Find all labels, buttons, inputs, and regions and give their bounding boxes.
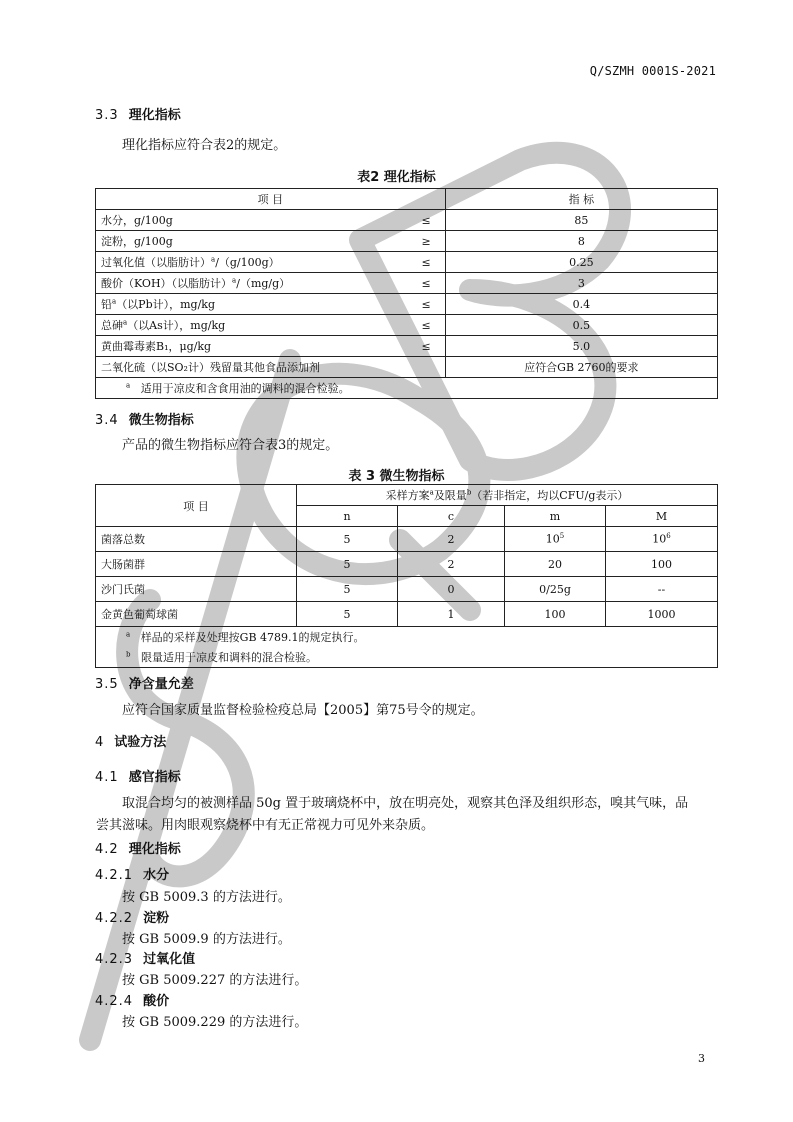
table2-value: 0.25: [445, 252, 717, 273]
table2-op: ≤: [366, 336, 445, 357]
table2-note-row: [96, 378, 718, 399]
table-row: [96, 294, 718, 315]
table3-c: 2: [398, 527, 505, 552]
table-row: [96, 357, 718, 378]
table3-col-plan: 采样方案$^a$及限量$^b$（若非指定，均以CFU/g表示）: [297, 485, 718, 506]
table2: [95, 188, 718, 399]
table2-value: 0.5: [445, 315, 717, 336]
section-4-1-text-line1: 取混合均匀的被测样品 50g 置于玻璃烧杯中，放在明亮处，观察其色泽及组织形态，嗅其气味，品: [122, 796, 689, 811]
table3-col-m: m: [505, 506, 606, 527]
table2-value: 8: [445, 231, 717, 252]
table3-col-c: c: [398, 506, 505, 527]
section-4-2-4-heading: 4.2.4 酸价: [95, 994, 170, 1009]
table3-n: 5: [297, 552, 398, 577]
section-3-5-text: 应符合国家质量监督检验检疫总局【2005】第75号令的规定。: [122, 703, 484, 718]
section-3-5-heading: 3.5 净含量允差: [95, 677, 194, 692]
table3-col-item: 项 目: [96, 485, 297, 527]
table-row: [96, 527, 718, 552]
section-4-2-1-text: 按 GB 5009.3 的方法进行。: [122, 890, 291, 905]
table-row: [96, 210, 718, 231]
table2-op: ≤: [366, 315, 445, 336]
table2-value: 应符合GB 2760的要求: [445, 357, 717, 378]
page-number: 3: [698, 1052, 705, 1065]
table3-M: --: [606, 577, 718, 602]
section-4-2-2-text: 按 GB 5009.9 的方法进行。: [122, 932, 291, 947]
table2-item: 酸价（KOH）（以脂肪计）$^a$/（mg/g）: [96, 273, 367, 294]
table2-value: 0.4: [445, 294, 717, 315]
table3-caption: 表 3 微生物指标: [348, 469, 445, 484]
table2-op: ≤: [366, 294, 445, 315]
table3: [95, 484, 718, 668]
table3-M: $10^6$: [606, 527, 718, 552]
section-4-heading: 4 试验方法: [95, 735, 167, 750]
table2-item: 总砷$^a$（以As计），mg/kg: [96, 315, 367, 336]
table2-header-row: [96, 189, 718, 210]
section-4-1-heading: 4.1 感官指标: [95, 770, 181, 785]
table2-op: ≤: [366, 273, 445, 294]
table-row: [96, 315, 718, 336]
table3-col-n: n: [297, 506, 398, 527]
table3-M: 1000: [606, 602, 718, 627]
table3-n: 5: [297, 602, 398, 627]
table2-col-item: 项 目: [96, 189, 446, 210]
table3-m: 0/25g: [505, 577, 606, 602]
table-row: [96, 273, 718, 294]
table-row: [96, 336, 718, 357]
section-4-1-text-line2: 尝其滋味。用肉眼观察烧杯中有无正常视力可见外来杂质。: [96, 818, 435, 833]
table2-item: 水分，g/100g: [96, 210, 367, 231]
section-4-2-2-heading: 4.2.2 淀粉: [95, 911, 170, 926]
section-4-2-3-heading: 4.2.3 过氧化值: [95, 952, 196, 967]
doc-code: Q/SZMH 0001S-2021: [589, 64, 716, 78]
table3-c: 0: [398, 577, 505, 602]
table3-item: 金黄色葡萄球菌: [96, 602, 297, 627]
table2-value: 85: [445, 210, 717, 231]
table3-item: 大肠菌群: [96, 552, 297, 577]
table-row: [96, 552, 718, 577]
table-row: [96, 577, 718, 602]
table2-item: 黄曲霉毒素B₁，μg/kg: [96, 336, 367, 357]
table3-note-a: $^a$ 样品的采样及处理按GB 4789.1的规定执行。: [96, 627, 718, 648]
table2-item: 铅$^a$（以Pb计），mg/kg: [96, 294, 367, 315]
section-4-2-heading: 4.2 理化指标: [95, 842, 181, 857]
table2-op: ≤: [366, 252, 445, 273]
table-row: [96, 231, 718, 252]
table2-caption: 表2 理化指标: [357, 170, 436, 185]
table-row: [96, 252, 718, 273]
table2-op: ≥: [366, 231, 445, 252]
section-3-4-text: 产品的微生物指标应符合表3的规定。: [122, 438, 339, 453]
table2-op: ≤: [366, 210, 445, 231]
table2-item: 二氧化硫（以SO₂计）残留量其他食品添加剂: [96, 357, 446, 378]
section-4-2-3-text: 按 GB 5009.227 的方法进行。: [122, 973, 308, 988]
table2-value: 5.0: [445, 336, 717, 357]
section-4-2-1-heading: 4.2.1 水分: [95, 868, 170, 883]
table2-col-value: 指 标: [445, 189, 717, 210]
table2-item: 过氧化值（以脂肪计）$^a$/（g/100g）: [96, 252, 367, 273]
table3-item: 沙门氏菌: [96, 577, 297, 602]
table3-m: 100: [505, 602, 606, 627]
table3-note-b-row: [96, 647, 718, 668]
table3-n: 5: [297, 577, 398, 602]
table2-note: $^a$ 适用于凉皮和含食用油的调料的混合检验。: [96, 378, 718, 399]
table3-n: 5: [297, 527, 398, 552]
table3-c: 1: [398, 602, 505, 627]
table3-m: 20: [505, 552, 606, 577]
table2-item: 淀粉，g/100g: [96, 231, 367, 252]
section-3-3-text: 理化指标应符合表2的规定。: [122, 138, 287, 153]
table3-m: $10^5$: [505, 527, 606, 552]
table3-col-M: M: [606, 506, 718, 527]
table2-value: 3: [445, 273, 717, 294]
table3-item: 菌落总数: [96, 527, 297, 552]
table3-M: 100: [606, 552, 718, 577]
section-4-2-4-text: 按 GB 5009.229 的方法进行。: [122, 1015, 308, 1030]
table-row: [96, 602, 718, 627]
table3-note-a-row: [96, 627, 718, 648]
section-3-4-heading: 3.4 微生物指标: [95, 413, 194, 428]
table3-c: 2: [398, 552, 505, 577]
table3-note-b: $^b$ 限量适用于凉皮和调料的混合检验。: [96, 647, 718, 668]
section-3-3-heading: 3.3 理化指标: [95, 108, 181, 123]
